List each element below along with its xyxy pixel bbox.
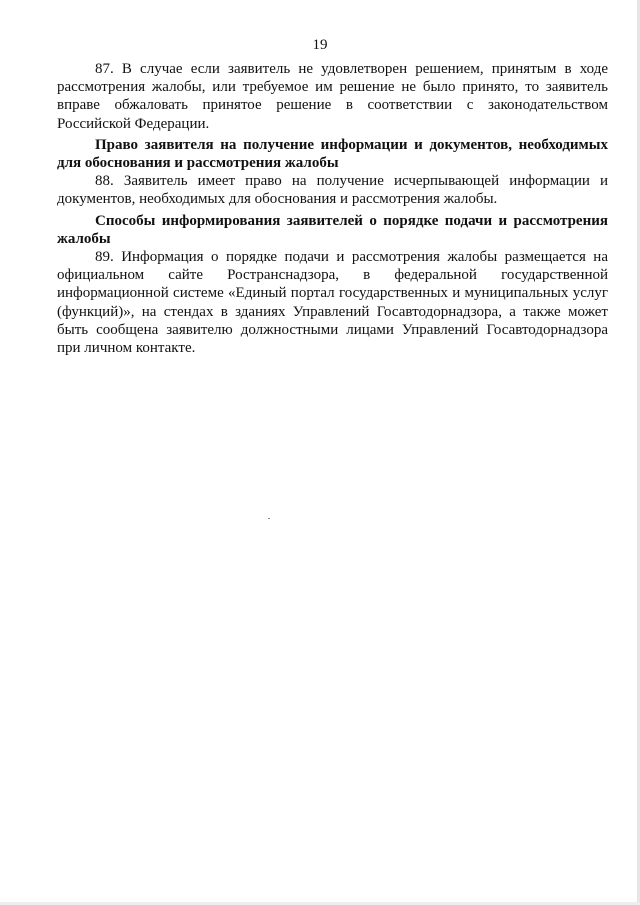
document-body bbox=[57, 60, 608, 357]
section-heading-informing-methods: Способы информирования заявителей о порядке подачи и рассмотрения жалобы bbox=[57, 212, 608, 247]
scan-artifact bbox=[268, 518, 270, 519]
paragraph-88: 88. Заявитель имеет право на получение исчерпывающей информации и документов, необходимых для обоснования и рассмотрения жалобы. bbox=[57, 173, 608, 208]
section-heading-right-to-information: Право заявителя на получение информации и документов, необходимых для обоснования и рассмотрения жалобы bbox=[57, 136, 608, 172]
paragraph-87: 87. В случае если заявитель не удовлетворен решением, принятым в ходе рассмотрения жалобы, или требуемое им решение не было принято, то заявитель вправе обжаловать принятое решение в соответствии с законодательством Российской Федерации. bbox=[57, 61, 608, 132]
paragraph-89: 89. Информация о порядке подачи и рассмотрения жалобы размещается на официальном сайте Ространснадзора, в федеральной государственной информационной системе «Единый портал государственных и муниципальных услуг (функций)», на стендах в зданиях Управлений Госавтодорнадзора, а также может быть сообщена заявителю должностными лицами Управлений Госавтодорнадзора при личном контакте. bbox=[57, 249, 608, 357]
page-number: 19 bbox=[312, 37, 328, 53]
